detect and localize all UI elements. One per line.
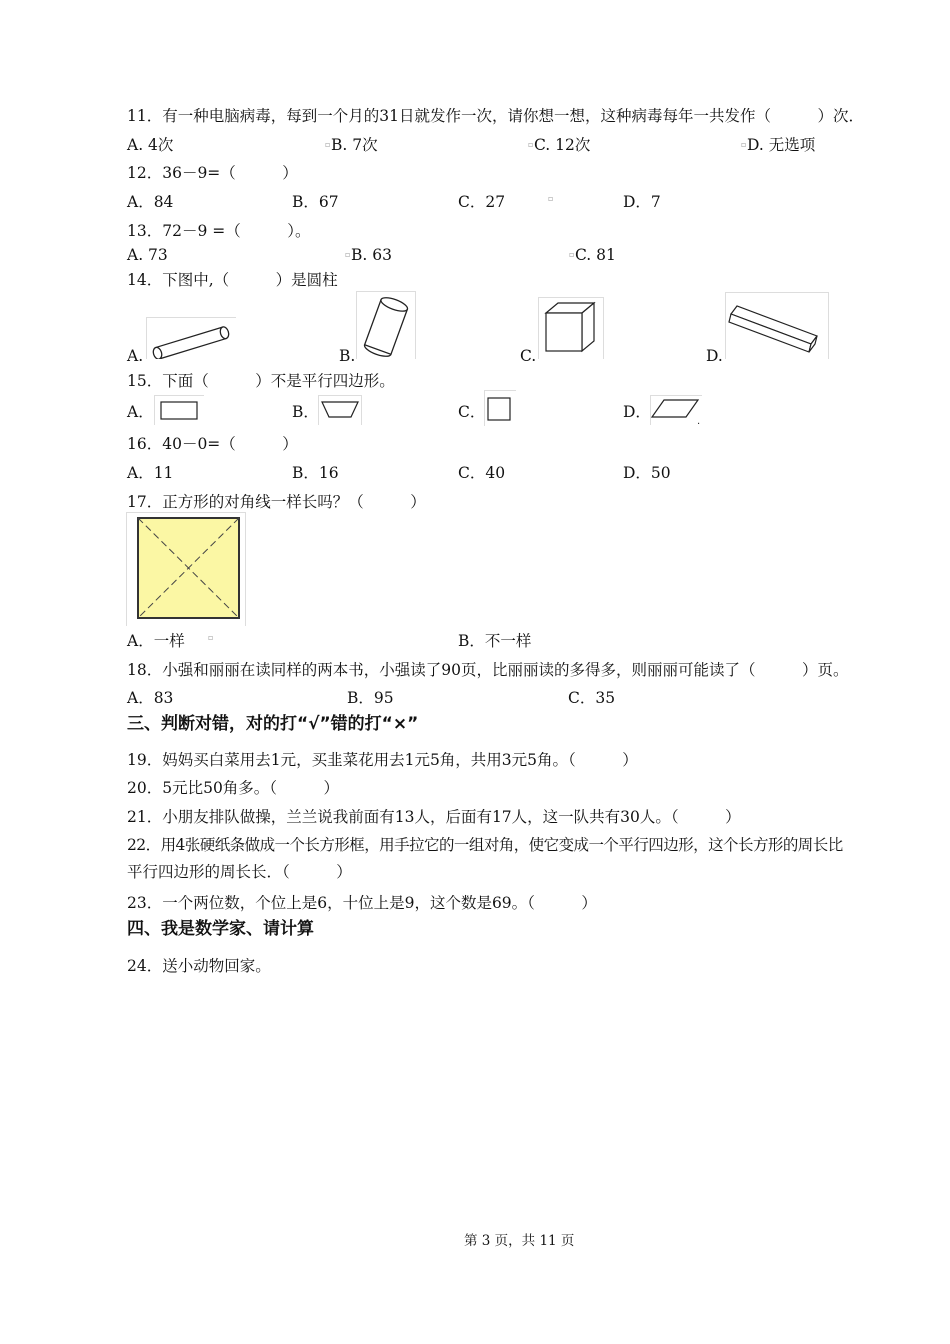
q18-option-a: A．83 (127, 689, 174, 707)
option-marker-icon: ▫ (345, 250, 351, 259)
q14-stem: 14．下图中,（ ）是圆柱 (127, 271, 338, 289)
section-4-heading: 四、我是数学家、请计算 (127, 919, 314, 939)
q11-option-c: C. 12次 (534, 136, 591, 154)
q15-stem: 15．下面（ ）不是平行四边形。 (127, 372, 395, 390)
q15-option-d: D． (623, 403, 651, 421)
q14-option-a: A. (127, 347, 144, 365)
q14-option-b: B. (339, 347, 356, 365)
q16-option-a: A．11 (127, 464, 174, 482)
rectangular-prism-figure (725, 292, 829, 359)
q13-option-a: A. 73 (127, 246, 168, 264)
q12-option-b: B．67 (292, 193, 339, 211)
option-marker-icon: ▫ (548, 194, 554, 203)
option-marker-icon: ▫ (528, 140, 534, 149)
trapezoid-shape-figure (318, 395, 362, 425)
q23-text: 23．一个两位数，个位上是6，十位上是9，这个数是69。（ ） (127, 894, 597, 912)
q13-option-c: C. 81 (575, 246, 616, 264)
q18-option-c: C．35 (568, 689, 616, 707)
q14-option-d: D. (706, 347, 723, 365)
q16-stem: 16．40－0=（ ） (127, 435, 298, 453)
q15-option-c: C． (458, 403, 486, 421)
q17-stem: 17．正方形的对角线一样长吗？（ ） (127, 493, 426, 511)
parallelogram-shape-figure (650, 395, 702, 425)
option-marker-icon: ▫ (325, 140, 331, 149)
rectangle-shape-figure (154, 395, 204, 425)
q13-option-b: B. 63 (351, 246, 392, 264)
q16-option-b: B．16 (292, 464, 339, 482)
square-shape-figure (484, 390, 516, 426)
q22-text-line2: 平行四边形的周长长．（ ） (127, 863, 352, 881)
page-number-footer: 第 3 页，共 11 页 (464, 1233, 575, 1249)
svg-text:.: . (697, 416, 701, 425)
q17-option-a: A．一样 (127, 632, 185, 650)
horizontal-cylinder-figure (146, 317, 236, 359)
option-marker-icon: ▫ (208, 633, 214, 642)
q24-text: 24．送小动物回家。 (127, 957, 271, 975)
q22-text-line1: 22．用4张硬纸条做成一个长方形框，用手拉它的一组对角，使它变成一个平行四边形，这个长方形的周长比 (127, 836, 843, 854)
q17-option-b: B．不一样 (458, 632, 532, 650)
section-3-heading: 三、判断对错，对的打“√”错的打“×” (127, 714, 419, 734)
cube-figure (538, 297, 604, 359)
q18-stem: 18．小强和丽丽在读同样的两本书，小强读了90页，比丽丽读的多得多，则丽丽可能读了（ ）页。 (127, 661, 849, 679)
q21-text: 21．小朋友排队做操，兰兰说我前面有13人，后面有17人，这一队共有30人。（ ） (127, 808, 741, 826)
q12-option-c: C．27 (458, 193, 506, 211)
q14-option-c: C. (520, 347, 537, 365)
q20-text: 20．5元比50角多。（ ） (127, 779, 340, 797)
q11-option-a: A. 4次 (127, 136, 174, 154)
q12-option-d: D．7 (623, 193, 661, 211)
q19-text: 19．妈妈买白菜用去1元，买韭菜花用去1元5角，共用3元5角。（ ） (127, 751, 638, 769)
q16-option-c: C．40 (458, 464, 506, 482)
option-marker-icon: ▫ (741, 140, 747, 149)
q12-option-a: A．84 (127, 193, 174, 211)
q15-option-b: B． (292, 403, 319, 421)
q11-stem: 11．有一种电脑病毒，每到一个月的31日就发作一次，请你想一想，这种病毒每年一共发作（ ）次． (127, 107, 864, 125)
tilted-cylinder-figure (356, 291, 416, 359)
q18-option-b: B．95 (347, 689, 394, 707)
q12-stem: 12．36－9=（ ） (127, 164, 298, 182)
option-marker-icon: ▫ (569, 250, 575, 259)
square-diagonals-figure (126, 512, 246, 626)
q16-option-d: D．50 (623, 464, 671, 482)
q11-option-d: D. 无选项 (747, 136, 816, 154)
q13-stem: 13．72－9 =（ ）。 (127, 222, 311, 240)
q11-option-b: B. 7次 (331, 136, 378, 154)
q15-option-a: A． (127, 403, 154, 421)
